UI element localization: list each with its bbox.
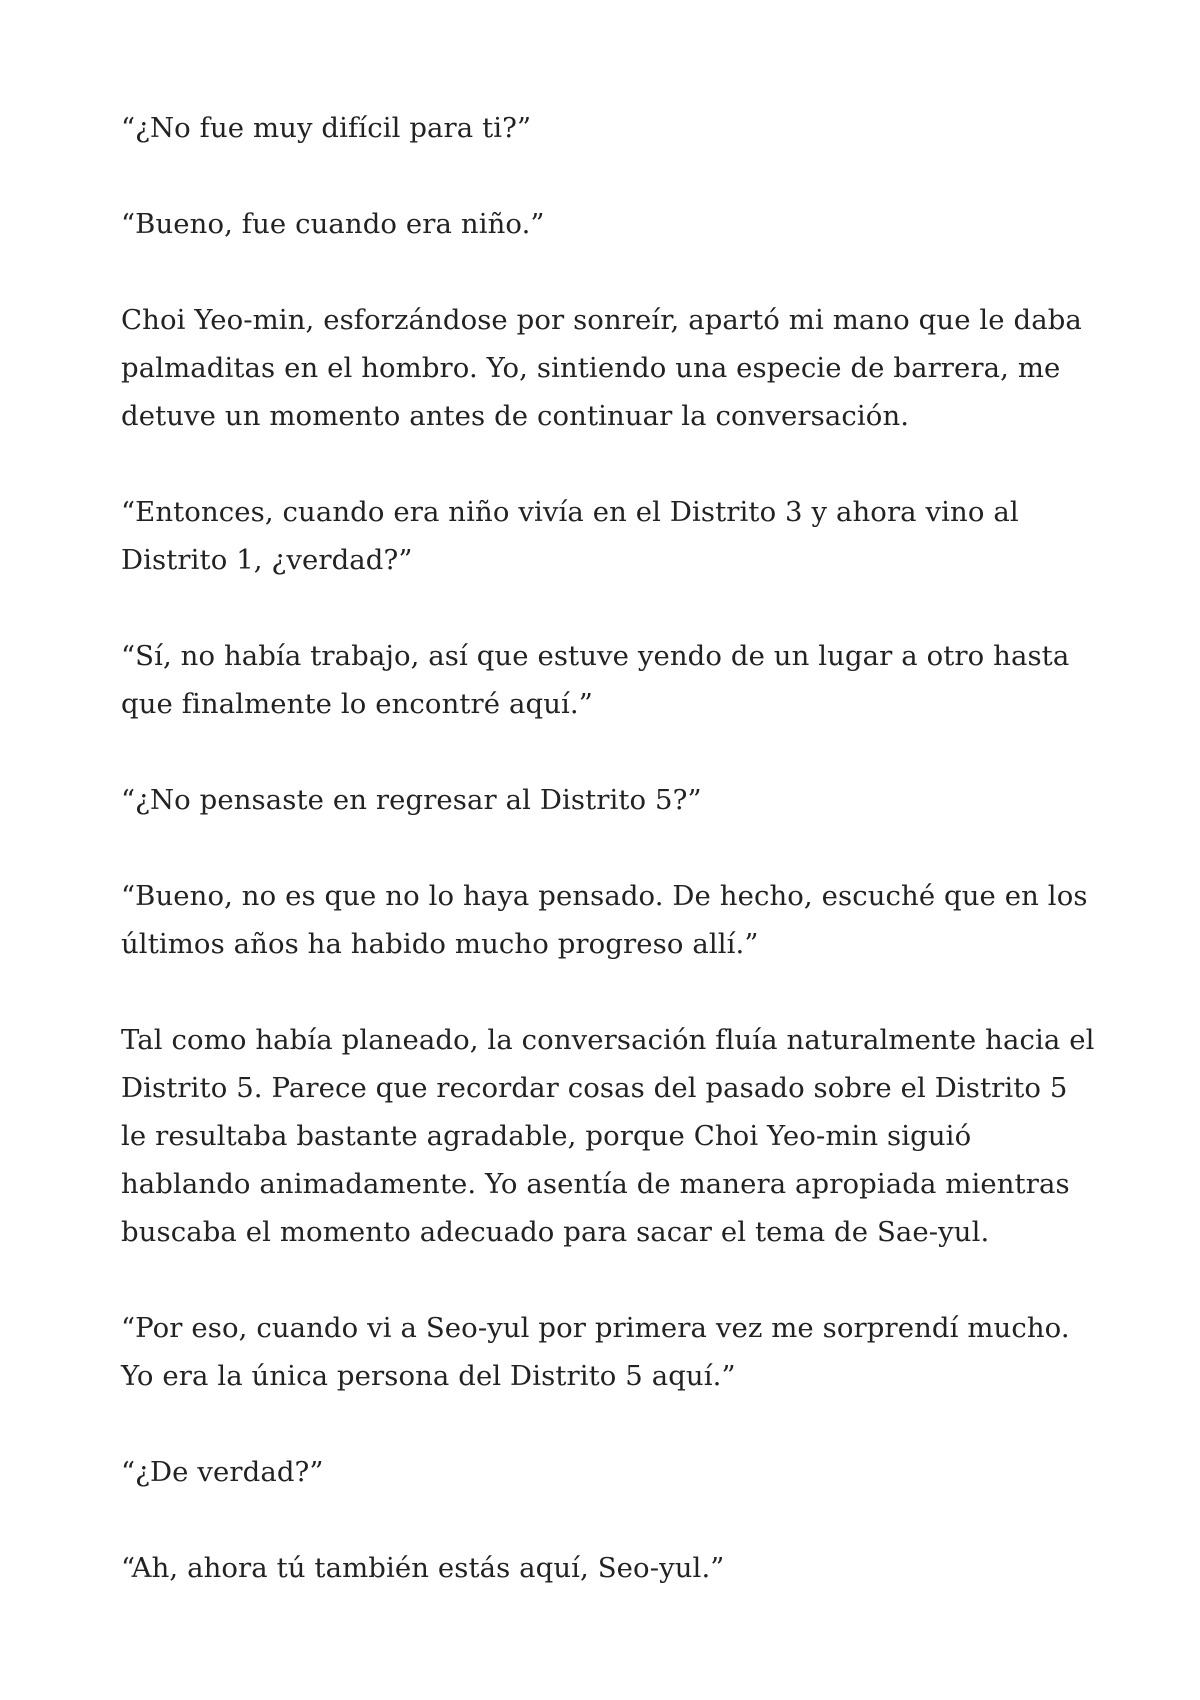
paragraph-4: “Entonces, cuando era niño vivía en el Distrito 3 y ahora vino al Distrito 1, ¿verdad?” — [121, 496, 1019, 576]
document-page — [121, 104, 1101, 1640]
paragraph-7: “Bueno, no es que no lo haya pensado. De hecho, escuché que en los últimos años ha habido mucho progreso allí.” — [121, 880, 1088, 960]
paragraph-9: “Por eso, cuando vi a Seo-yul por primera vez me sorprendí mucho. Yo era la única persona del Distrito 5 aquí.” — [121, 1312, 1070, 1392]
paragraph-10: “¿De verdad?” — [121, 1456, 324, 1488]
paragraph-3: Choi Yeo-min, esforzándose por sonreír, apartó mi mano que le daba palmaditas en el hombro. Yo, sintiendo una especie de barrera, me detuve un momento antes de continuar la conversación. — [121, 304, 1082, 432]
paragraph-11: “Ah, ahora tú también estás aquí, Seo-yul.” — [121, 1552, 725, 1584]
paragraph-2: “Bueno, fue cuando era niño.” — [121, 208, 545, 240]
paragraph-5: “Sí, no había trabajo, así que estuve yendo de un lugar a otro hasta que finalmente lo encontré aquí.” — [121, 640, 1070, 720]
paragraph-8: Tal como había planeado, la conversación fluía naturalmente hacia el Distrito 5. Parece que recordar cosas del pasado sobre el Distrito 5 le resultaba bastante agradable, porque Choi Yeo-min siguió hablando animadamente. Yo asentía de manera apropiada mientras buscaba el momento adecuado para sacar el tema de Sae-yul. — [121, 1024, 1095, 1248]
paragraph-1: “¿No fue muy difícil para ti?” — [121, 112, 532, 144]
paragraph-6: “¿No pensaste en regresar al Distrito 5?” — [121, 784, 702, 816]
